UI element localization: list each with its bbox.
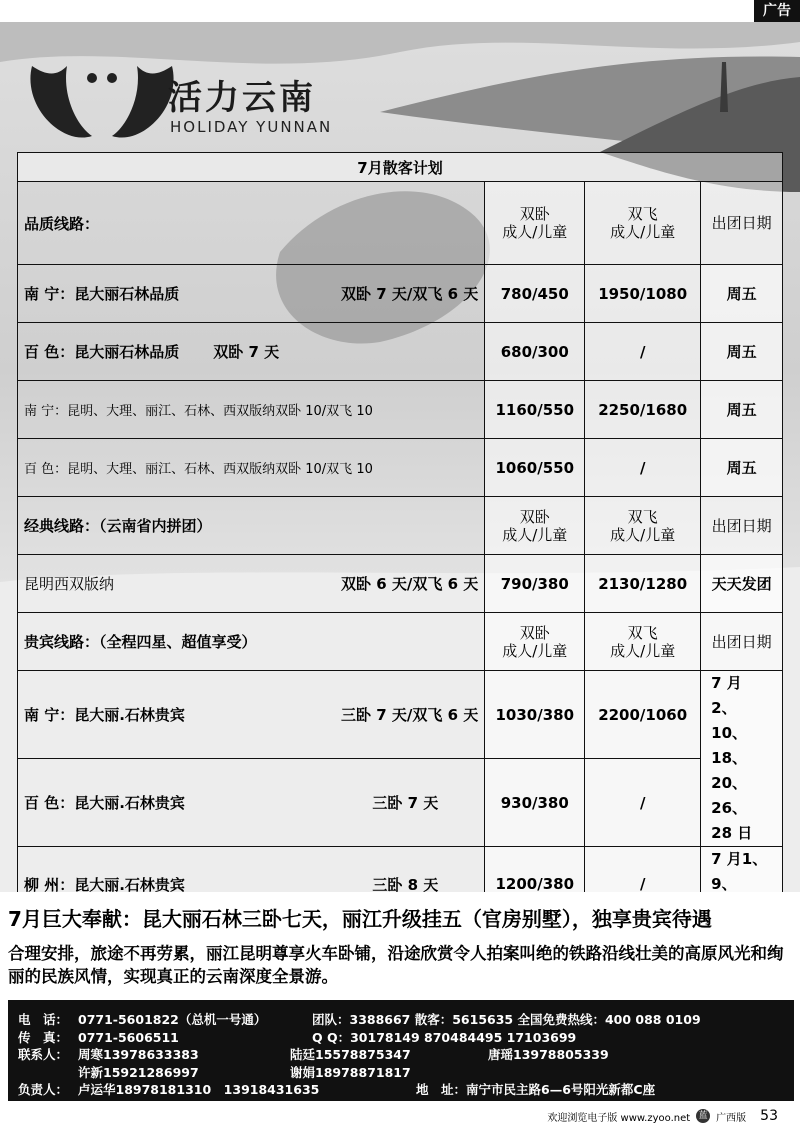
table-row [18, 847, 783, 893]
logo-text-cn: 活力云南 [168, 78, 316, 118]
phone-label: 电 话： [18, 1012, 69, 1027]
manager-phone: 卢运华18978181310 13918431635 [78, 1082, 320, 1097]
col-date: 出团日期 [701, 497, 783, 555]
fax-number: 0771-5606511 [78, 1029, 179, 1045]
price-fly: 2200/1060 [585, 671, 701, 759]
edition-badge-icon: 蓝 [696, 1109, 710, 1123]
team-numbers: 团队：3388667 散客：5615635 全国免费热线：400 088 0109 [312, 1012, 701, 1027]
route-duration: 双卧 7 天/双飞 6 天 [341, 285, 479, 303]
table-row [18, 265, 783, 323]
manager-label: 负责人： [18, 1082, 69, 1097]
price-sleeper: 680/300 [485, 323, 585, 381]
contact-person: 许新15921286997 [78, 1064, 199, 1080]
route-name: 南 宁：昆大丽.石林贵宾 [24, 706, 185, 724]
footer-edition: 广西版 [716, 1112, 747, 1124]
quality-heading: 品质线路： [18, 182, 485, 265]
route-name: 百 色：昆大丽石林品质 [24, 343, 180, 361]
price-sleeper: 1200/380 [485, 847, 585, 893]
fax-label: 传 真： [18, 1029, 69, 1045]
promo-description: 合理安排，旅途不再劳累，丽江昆明尊享火车卧铺，沿途欣赏令人拍案叫绝的铁路沿线壮美的高原风光和绚丽的民族风情，实现真正的云南深度全景游。 [8, 944, 784, 986]
route-name: 南 宁：昆明、大理、丽江、石林、西双版纳双卧 10/双飞 10 [18, 381, 485, 439]
price-fly: / [585, 439, 701, 497]
price-sleeper: 780/450 [485, 265, 585, 323]
depart-date: 周五 [701, 323, 783, 381]
ad-tag: 广告 [754, 0, 800, 22]
route-duration: 三卧 8 天 [372, 875, 439, 892]
logo-text-en: HOLIDAY YUNNAN [170, 118, 333, 136]
col-fly: 双飞 成人/儿童 [585, 497, 701, 555]
col-sleeper: 双卧 成人/儿童 [485, 497, 585, 555]
contact-person: 谢娟18978871817 [290, 1064, 411, 1080]
vip-heading: 贵宾线路：（全程四星、超值享受） [18, 613, 485, 671]
qq-numbers: Q Q：30178149 870484495 17103699 [312, 1029, 577, 1045]
footer-site: 欢迎浏览电子版 www.zyoo.net [547, 1112, 691, 1124]
price-fly: / [585, 847, 701, 893]
hero-photo [0, 22, 800, 892]
route-name: 柳 州：昆大丽.石林贵宾 [24, 875, 185, 892]
route-name: 南 宁：昆大丽石林品质 [24, 285, 180, 303]
table-row [18, 555, 783, 613]
price-sleeper: 1160/550 [485, 381, 585, 439]
depart-dates-a: 7 月 2、 10、18、 20、26、 28 日 [701, 671, 783, 847]
contact-person: 周寒13978633383 [78, 1047, 199, 1062]
route-duration: 三卧 7 天 [372, 794, 439, 812]
price-sleeper: 1030/380 [485, 671, 585, 759]
depart-date: 周五 [701, 381, 783, 439]
price-sleeper: 790/380 [485, 555, 585, 613]
promo-headline: 7月巨大奉献：昆大丽石林三卧七天，丽江升级挂五（官房别墅），独享贵宾待遇 [8, 907, 712, 931]
depart-date: 周五 [701, 265, 783, 323]
table-row [18, 381, 783, 439]
table-row [18, 671, 783, 759]
route-name: 百 色：昆明、大理、丽江、石林、西双版纳双卧 10/双飞 10 [18, 439, 485, 497]
route-duration: 双卧 7 天 [213, 343, 280, 361]
price-fly: 2130/1280 [585, 555, 701, 613]
depart-date: 天天发团 [701, 555, 783, 613]
route-duration: 双卧 6 天/双飞 6 天 [341, 575, 479, 593]
price-fly: 2250/1680 [585, 381, 701, 439]
col-fly: 双飞 成人/儿童 [585, 613, 701, 671]
price-sleeper: 1060/550 [485, 439, 585, 497]
col-sleeper: 双卧 成人/儿童 [485, 613, 585, 671]
col-fly: 双飞 成人/儿童 [585, 182, 701, 265]
table-row [18, 439, 783, 497]
table-row [18, 323, 783, 381]
table-title: 7月散客计划 [18, 153, 783, 182]
address: 地 址：南宁市民主路6—6号阳光新都C座 [416, 1082, 656, 1097]
route-name: 百 色：昆大丽.石林贵宾 [24, 794, 185, 812]
contact-person: 唐瑶13978805339 [488, 1047, 609, 1062]
depart-dates-b: 7 月1、 9、 [701, 847, 783, 893]
depart-date: 周五 [701, 439, 783, 497]
col-date: 出团日期 [701, 182, 783, 265]
price-fly: / [585, 759, 701, 847]
page-number: 53 [760, 1108, 778, 1124]
page-footer [547, 1108, 778, 1124]
route-name: 昆明西双版纳 [24, 575, 115, 593]
contact-person: 陆廷15578875347 [290, 1047, 411, 1062]
phone-number: 0771-5601822（总机一号通） [78, 1012, 267, 1027]
tour-plan-table [17, 152, 783, 892]
price-fly: / [585, 323, 701, 381]
col-date: 出团日期 [701, 613, 783, 671]
classic-heading: 经典线路：（云南省内拼团） [18, 497, 485, 555]
price-sleeper: 930/380 [485, 759, 585, 847]
price-fly: 1950/1080 [585, 265, 701, 323]
col-sleeper: 双卧 成人/儿童 [485, 182, 585, 265]
contact-panel [8, 1000, 794, 1101]
table-row [18, 759, 783, 847]
route-duration: 三卧 7 天/双飞 6 天 [341, 706, 479, 724]
contacts-label: 联系人： [18, 1047, 69, 1062]
